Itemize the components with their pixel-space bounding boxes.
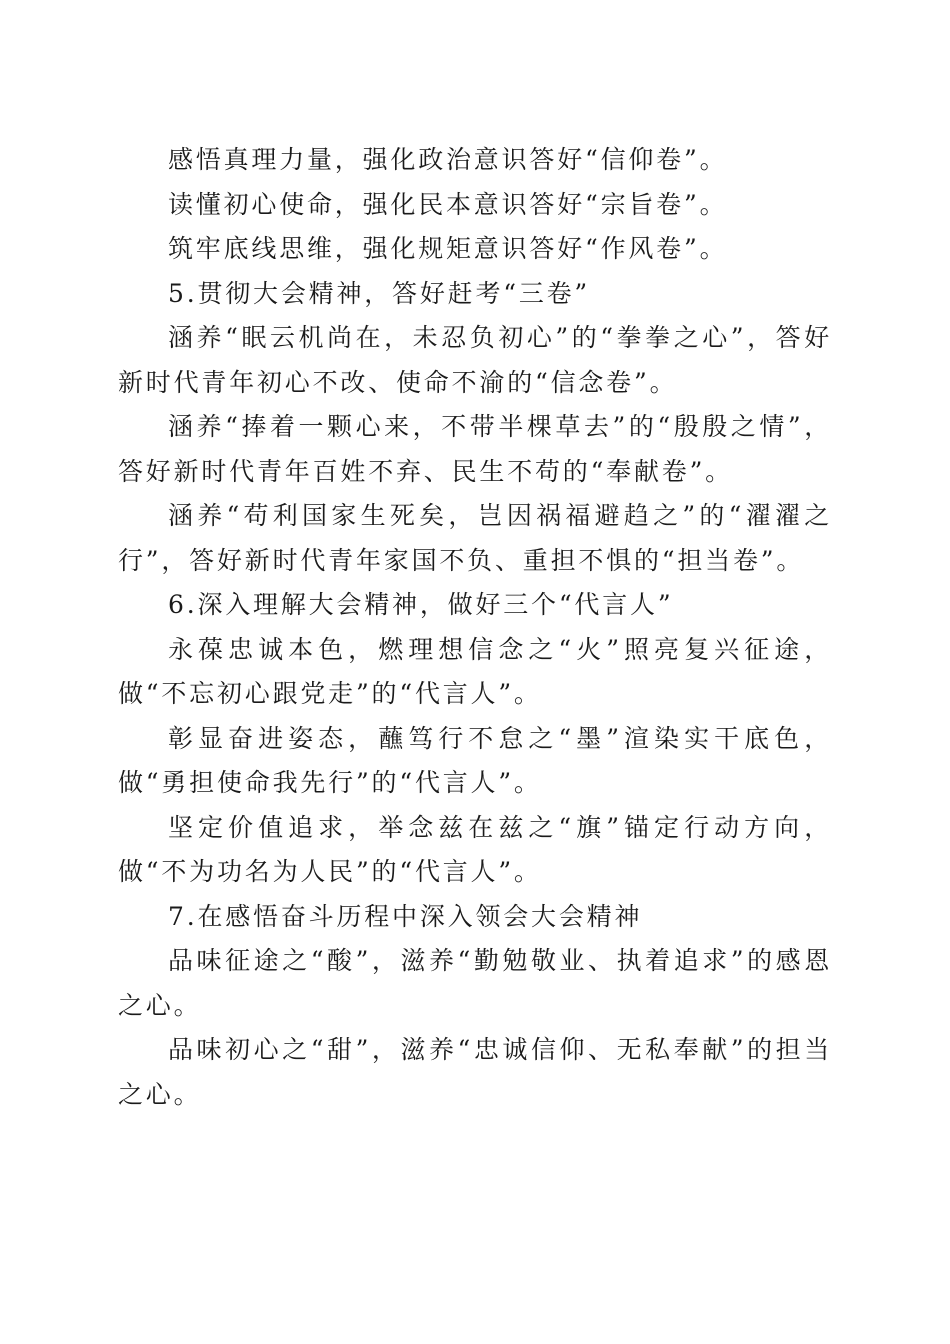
- paragraph-sweet: 品味初心之“甜”，滋养“忠诚信仰、无私奉献”的担当之心。: [118, 1035, 832, 1109]
- paragraph-faith: 感悟真理力量，强化政治意识答好“信仰卷”。: [168, 145, 728, 174]
- paragraph-belief: 涵养“眠云机尚在，未忍负初心”的“拳拳之心”，答好新时代青年初心不改、使命不渝的“信念卷”。: [118, 323, 832, 397]
- paragraph-sour: 品味征途之“酸”，滋养“勤勉敬业、执着追求”的感恩之心。: [118, 946, 832, 1020]
- paragraph-purpose: 读懂初心使命，强化民本意识答好“宗旨卷”。: [168, 189, 728, 219]
- section-heading-6: 6.深入理解大会精神，做好三个“代言人”: [168, 590, 674, 619]
- section-heading-5: 5.贯彻大会精神，答好赶考“三卷”: [168, 278, 591, 308]
- paragraph-values: 坚定价值追求，举念兹在兹之“旗”锚定行动方向，做“不为功名为人民”的“代言人”。: [118, 812, 832, 886]
- section-heading-7: 7.在感悟奋斗历程中深入领会大会精神: [168, 901, 643, 931]
- document-body: [118, 138, 832, 1117]
- paragraph-style: 筑牢底线思维，强化规矩意识答好“作风卷”。: [168, 234, 728, 263]
- paragraph-dedication: 涵养“捧着一颗心来，不带半棵草去”的“殷殷之情”，答好新时代青年百姓不弃、民生不苟的“奉献卷”。: [118, 412, 832, 486]
- paragraph-responsibility: 涵养“苟利国家生死矣，岂因祸福避趋之”的“濯濯之行”，答好新时代青年家国不负、重担不惧的“担当卷”。: [118, 501, 832, 575]
- paragraph-progress: 彰显奋进姿态，蘸笃行不怠之“墨”渲染实干底色，做“勇担使命我先行”的“代言人”。: [118, 723, 832, 797]
- paragraph-loyalty: 永葆忠诚本色，燃理想信念之“火”照亮复兴征途，做“不忘初心跟党走”的“代言人”。: [118, 634, 832, 708]
